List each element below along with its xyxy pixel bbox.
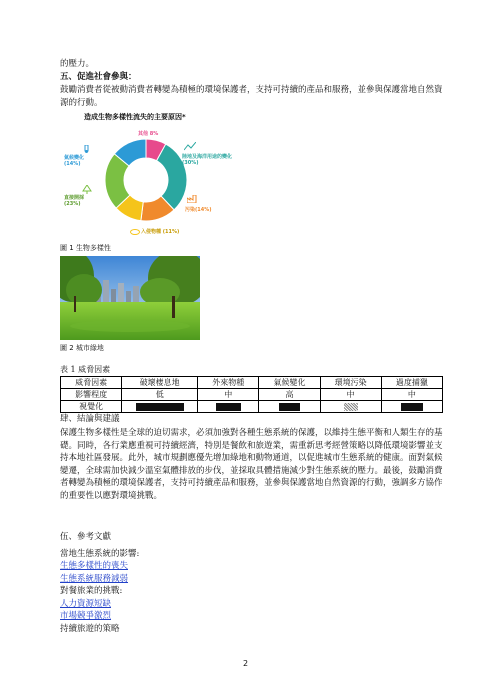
table-header-cell: 氣候變化 [259,377,320,389]
table-cell: 中 [198,389,259,401]
section5-heading: 五、促進社會參與： [60,72,137,82]
visual-bar-cell [320,401,381,413]
chart-title: 造成生物多樣性流失的主要原因* [84,113,186,121]
table-row [61,389,443,401]
city-park-photo [60,256,200,340]
visual-bar [136,403,184,411]
visual-bar-cell [122,401,198,413]
tree-icon [82,185,92,194]
references-heading: 伍、參考文獻 [60,532,112,542]
figure2-caption: 圖 2 城市綠地 [60,344,104,352]
references-block [60,531,139,635]
table-cell: 高 [259,389,320,401]
reference-link[interactable]: 生態多樣性的喪失 [60,561,129,571]
table-header-cell: 破壞棲息地 [122,377,198,389]
intro-tail-text: 的壓力。 [60,59,95,69]
table-row [61,401,443,413]
label-pollution: 污染(14%) [185,207,212,213]
section4-heading: 肆、結論與建議 [60,414,120,424]
table-header-cell: 外來物種 [198,377,259,389]
visual-bar [401,403,423,411]
thermometer-icon [82,145,92,153]
land-sea-icon [184,142,196,151]
visual-bar [216,403,241,411]
label-invasive: 入侵物種 (11%) [141,229,180,235]
label-other: 其他 8% [138,131,159,137]
reference-link[interactable]: 市場競爭激烈 [60,611,112,621]
table-cell: 中 [320,389,381,401]
table1-caption: 表 1 威脅因素 [60,365,111,374]
table-header-cell: 環境污染 [320,377,381,389]
visual-bar-cell [198,401,259,413]
table-header-cell: 威脅因素 [61,377,122,389]
reference-group-title: 當地生態系統的影響: [60,548,140,559]
factory-icon [187,195,198,203]
table-cell: 視覺化 [61,401,122,413]
table-header-cell: 過度捕獵 [381,377,442,389]
visual-bar-cell [381,401,442,413]
invasive-species-icon [130,227,140,235]
section4-body: 保護生物多樣性是全球的迫切需求，必須加強對各種生態系統的保護，以維持生態平衡和人類生存的基礎。同時，各行業應重視可持續經濟，特別是餐飲和旅遊業，需重新思考經營策略以降低環境影響並支持本地社區發展。此外，城市規劃應優先增加綠地和動物通道，以促進城市生態系統的健康。面對氣候變遷，全球需加快減少溫室氣體排放的步伐，並採取具體措施減少對生態系統的壓力。最後，鼓勵消費者轉變為積極的環境保護者，支持可持續產品和服務，並參與保護當地自然資源的行動，強調多方協作的重要性以應對環境挑戰。 [60,428,443,501]
visual-pattern [344,403,358,411]
table-cell: 中 [381,389,442,401]
table-cell: 低 [122,389,198,401]
figure1-chart [60,112,240,240]
threat-table [60,376,443,413]
visual-bar [279,403,301,411]
table-cell: 影響程度 [61,389,122,401]
reference-link[interactable]: 生態系統服務減弱 [60,573,129,584]
label-direct-exploitation: 直接開採 (23%) [64,195,85,207]
label-land-sea: 陸地及海洋用途的變化 (30%) [182,154,233,166]
label-climate-change: 氣候變化 (14%) [64,155,85,167]
table-row [61,377,443,389]
reference-link[interactable]: 人力資源短缺 [60,598,112,609]
page-number: 2 [243,659,249,668]
section5-body: 鼓勵消費者從被動消費者轉變為積極的環境保護者，支持可持續的產品和服務，並參與保護當地自然資源的行動。 [60,85,443,108]
visual-bar-cell [259,401,320,413]
figure1-caption: 圖 1 生物多樣性 [60,244,111,252]
reference-group-title: 持續旅遊的策略 [60,623,120,634]
reference-group-title: 對餐旅業的挑戰: [60,586,123,596]
